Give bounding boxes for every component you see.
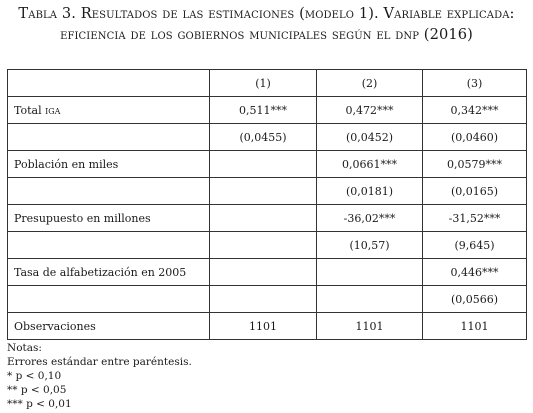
row-label-text: Total — [14, 103, 42, 117]
table-cell: 1101 — [210, 313, 317, 340]
table-cell: (10,57) — [317, 232, 423, 259]
table-row — [8, 124, 527, 151]
table-cell: (0,0165) — [423, 178, 527, 205]
table-cell: -36,02*** — [317, 205, 423, 232]
table-cell — [210, 286, 317, 313]
note-line: Errores estándar entre paréntesis. — [7, 356, 192, 368]
table-title-line-1: Tabla 3. Resultados de las estimaciones (modelo 1). Variable explicada: — [18, 5, 515, 22]
table-cell: (0,0566) — [423, 286, 527, 313]
table-notes — [7, 341, 192, 411]
table-row — [8, 205, 527, 232]
table-cell — [317, 286, 423, 313]
note-line: ** p < 0,05 — [7, 384, 67, 396]
header-cell-blank — [8, 70, 210, 97]
note-line: * p < 0,10 — [7, 370, 62, 382]
row-label — [8, 97, 210, 124]
table-cell: 0,511*** — [210, 97, 317, 124]
table-cell: 1101 — [317, 313, 423, 340]
row-label — [8, 232, 210, 259]
table-cell: 1101 — [423, 313, 527, 340]
row-label — [8, 178, 210, 205]
row-label — [8, 286, 210, 313]
table-cell: 0,446*** — [423, 259, 527, 286]
table-cell — [210, 232, 317, 259]
table-cell: (0,0181) — [317, 178, 423, 205]
table-header-row — [8, 70, 527, 97]
table-cell: 0,472*** — [317, 97, 423, 124]
table-cell — [210, 151, 317, 178]
table-cell: (0,0460) — [423, 124, 527, 151]
table-cell — [210, 205, 317, 232]
table-cell: (0,0455) — [210, 124, 317, 151]
table-row — [8, 97, 527, 124]
table-cell: 0,342*** — [423, 97, 527, 124]
table-cell: (0,0452) — [317, 124, 423, 151]
table-row — [8, 313, 527, 340]
row-label: Presupuesto en millones — [8, 205, 210, 232]
table-row — [8, 232, 527, 259]
header-cell-model-1: (1) — [210, 70, 317, 97]
table-cell — [317, 259, 423, 286]
table-cell: 0,0579*** — [423, 151, 527, 178]
table-title — [0, 3, 533, 45]
table-cell: -31,52*** — [423, 205, 527, 232]
table-cell — [210, 178, 317, 205]
note-line: *** p < 0,01 — [7, 398, 72, 410]
row-label — [8, 124, 210, 151]
table-cell: (9,645) — [423, 232, 527, 259]
table-row — [8, 151, 527, 178]
header-cell-model-2: (2) — [317, 70, 423, 97]
notes-heading: Notas: — [7, 342, 42, 354]
table-row — [8, 178, 527, 205]
row-label: Tasa de alfabetización en 2005 — [8, 259, 210, 286]
header-cell-model-3: (3) — [423, 70, 527, 97]
row-label-suffix: iga — [45, 103, 61, 117]
table-cell: 0,0661*** — [317, 151, 423, 178]
table-cell — [210, 259, 317, 286]
table-row — [8, 259, 527, 286]
results-table — [7, 69, 527, 340]
row-label: Población en miles — [8, 151, 210, 178]
row-label: Observaciones — [8, 313, 210, 340]
table-title-line-2: eficiencia de los gobiernos municipales según el dnp (2016) — [60, 26, 473, 43]
table-row — [8, 286, 527, 313]
